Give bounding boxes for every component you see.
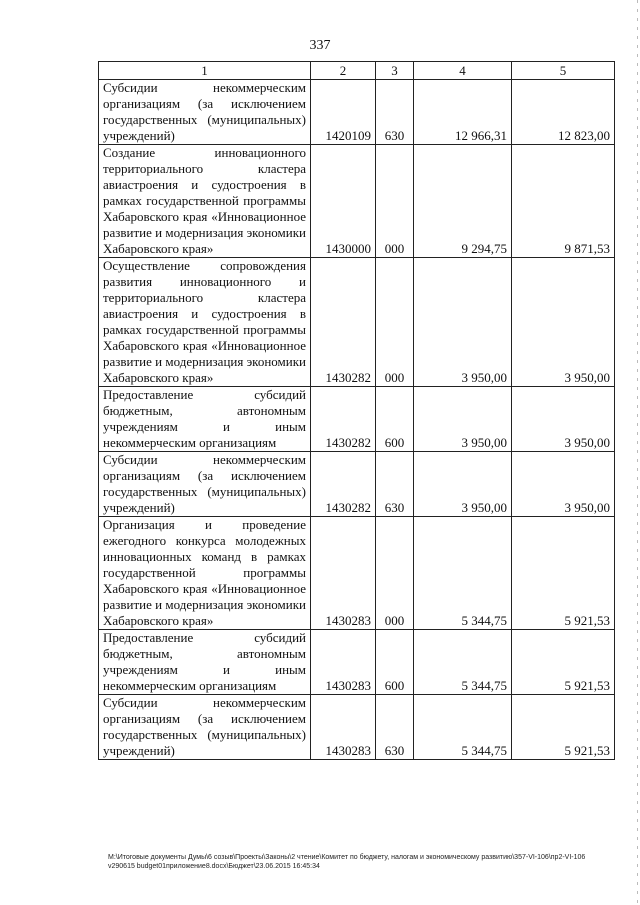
amount-2016-cell: 5 921,53 <box>512 630 615 695</box>
column-header: 3 <box>376 62 414 80</box>
amount-2015-cell: 5 344,75 <box>414 630 512 695</box>
row-name-cell: Организация и проведение ежегодного конкурса молодежных инновационных команд в рамках государственной программы Хабаровского края «Инновационное развитие и модернизация экономики Хабаровского края» <box>99 517 311 630</box>
row-name-cell: Субсидии некоммерческим организациям (за исключением государственных (муниципальных) учреждений) <box>99 452 311 517</box>
expense-type-cell: 600 <box>376 387 414 452</box>
amount-2015-cell: 12 966,31 <box>414 80 512 145</box>
amount-2016-cell: 3 950,00 <box>512 452 615 517</box>
budget-code-cell: 1430282 <box>311 387 376 452</box>
row-name-cell: Осуществление сопровождения развития инновационного и территориального кластера авиастроения и судостроения в рамках государственной программы Хабаровского края «Инновационное развитие и модернизация экономики Хабаровского края» <box>99 258 311 387</box>
expense-type-cell: 600 <box>376 630 414 695</box>
amount-2015-cell: 3 950,00 <box>414 258 512 387</box>
row-name-cell: Субсидии некоммерческим организациям (за исключением государственных (муниципальных) учреждений) <box>99 80 311 145</box>
row-name-cell: Предоставление субсидий бюджетным, автономным учреждениям и иным некоммерческим организациям <box>99 630 311 695</box>
table-row <box>99 630 615 695</box>
row-name-cell: Создание инновационного территориального кластера авиастроения и судостроения в рамках государственной программы Хабаровского края «Инновационное развитие и модернизация экономики Хабаровского края» <box>99 145 311 258</box>
budget-table-body <box>99 62 615 760</box>
amount-2016-cell: 5 921,53 <box>512 695 615 760</box>
expense-type-cell: 630 <box>376 695 414 760</box>
budget-code-cell: 1430283 <box>311 695 376 760</box>
column-header: 2 <box>311 62 376 80</box>
scan-edge-mark <box>637 0 638 905</box>
column-header: 1 <box>99 62 311 80</box>
amount-2015-cell: 5 344,75 <box>414 517 512 630</box>
amount-2015-cell: 3 950,00 <box>414 452 512 517</box>
expense-type-cell: 630 <box>376 80 414 145</box>
amount-2015-cell: 5 344,75 <box>414 695 512 760</box>
budget-table <box>98 61 615 760</box>
table-row <box>99 258 615 387</box>
expense-type-cell: 000 <box>376 517 414 630</box>
row-name-cell: Предоставление субсидий бюджетным, автономным учреждениям и иным некоммерческим организациям <box>99 387 311 452</box>
table-row <box>99 695 615 760</box>
table-row <box>99 387 615 452</box>
expense-type-cell: 000 <box>376 258 414 387</box>
budget-code-cell: 1430283 <box>311 630 376 695</box>
budget-code-cell: 1430282 <box>311 258 376 387</box>
budget-code-cell: 1430283 <box>311 517 376 630</box>
expense-type-cell: 630 <box>376 452 414 517</box>
column-header: 5 <box>512 62 615 80</box>
budget-code-cell: 1420109 <box>311 80 376 145</box>
table-row <box>99 145 615 258</box>
row-name-cell: Субсидии некоммерческим организациям (за исключением государственных (муниципальных) учреждений) <box>99 695 311 760</box>
amount-2016-cell: 3 950,00 <box>512 258 615 387</box>
table-header-row <box>99 62 615 80</box>
table-row <box>99 80 615 145</box>
amount-2015-cell: 9 294,75 <box>414 145 512 258</box>
amount-2016-cell: 9 871,53 <box>512 145 615 258</box>
document-path-footer: M:\Итоговые документы Думы\6 созыв\Проекты\Законы\2 чтение\Комитет по бюджету, налогам и экономическому развитию\357-VI-106\пр2-VI-106 v290615 budget01приложение8.docx\Бюджет\23.06.2015 16:45:34 <box>108 854 586 870</box>
amount-2016-cell: 5 921,53 <box>512 517 615 630</box>
amount-2015-cell: 3 950,00 <box>414 387 512 452</box>
amount-2016-cell: 3 950,00 <box>512 387 615 452</box>
table-row <box>99 452 615 517</box>
budget-code-cell: 1430000 <box>311 145 376 258</box>
column-header: 4 <box>414 62 512 80</box>
page-number: 337 <box>309 38 331 53</box>
expense-type-cell: 000 <box>376 145 414 258</box>
amount-2016-cell: 12 823,00 <box>512 80 615 145</box>
table-row <box>99 517 615 630</box>
budget-code-cell: 1430282 <box>311 452 376 517</box>
